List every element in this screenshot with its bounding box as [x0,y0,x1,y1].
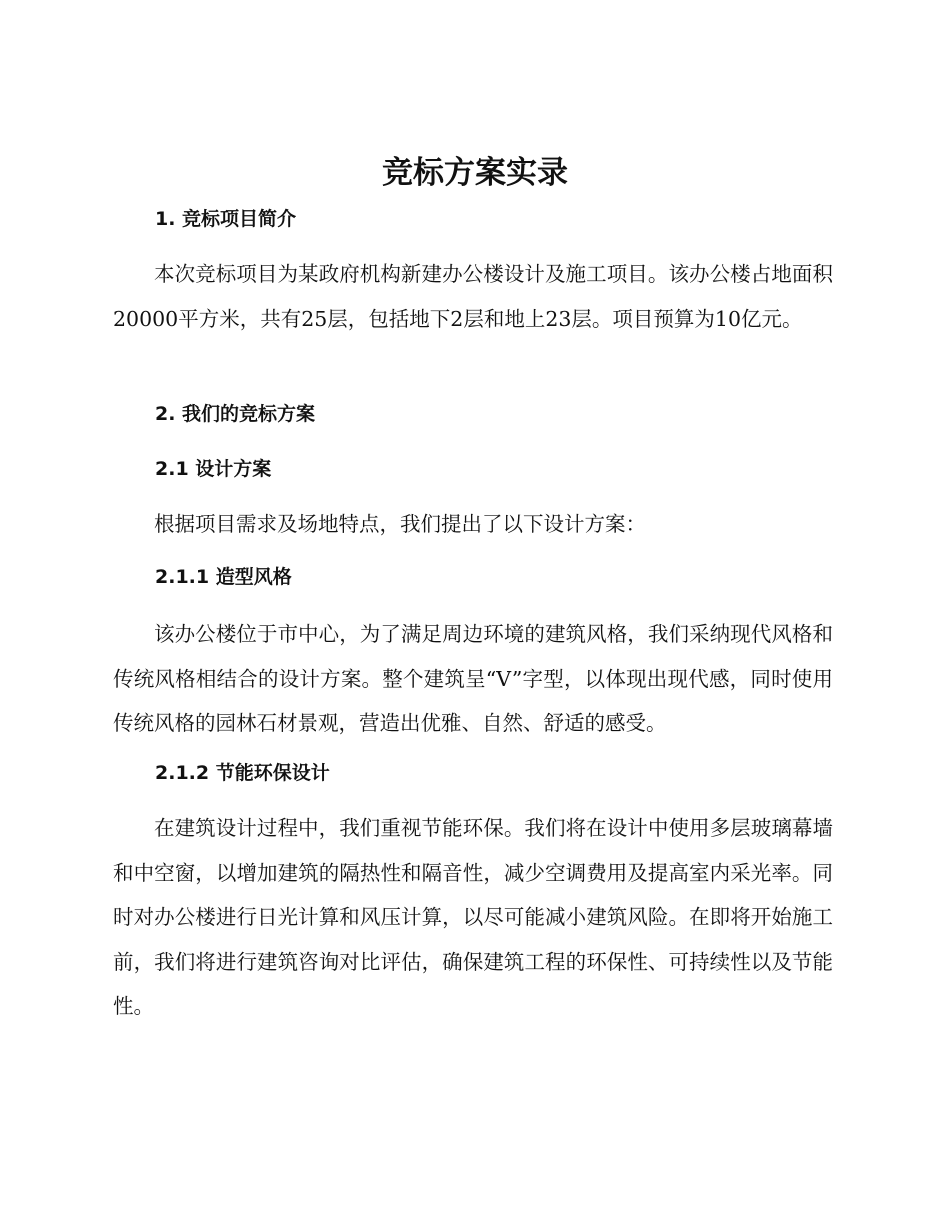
document-title: 竞标方案实录 [382,155,568,191]
section-2-1-1-paragraph: 该办公楼位于市中心，为了满足周边环境的建筑风格，我们采纳现代风格和传统风格相结合的设计方案。整个建筑呈“V”字型，以体现出现代感，同时使用传统风格的园林石材景观，营造出优雅、自然、舒适的感受。 [113,622,833,735]
section-2-heading: 2. 我们的竞标方案 [155,403,316,425]
section-1-paragraph: 本次竞标项目为某政府机构新建办公楼设计及施工项目。该办公楼占地面积20000平方米，共有25层，包括地下2层和地上23层。项目预算为10亿元。 [113,262,833,331]
section-2-1-heading: 2.1 设计方案 [155,458,272,480]
section-2-1-2-heading: 2.1.2 节能环保设计 [155,762,330,784]
section-2-1-paragraph: 根据项目需求及场地特点，我们提出了以下设计方案： [154,512,646,536]
section-2-1-1-heading: 2.1.1 造型风格 [155,566,292,588]
section-1-heading: 1. 竞标项目简介 [155,208,297,230]
section-2-1-2-paragraph: 在建筑设计过程中，我们重视节能环保。我们将在设计中使用多层玻璃幕墙和中空窗，以增加建筑的隔热性和隔音性，减少空调费用及提高室内采光率。同时对办公楼进行日光计算和风压计算，以尽可能减小建筑风险。在即将开始施工前，我们将进行建筑咨询对比评估，确保建筑工程的环保性、可持续性以及节能性。 [113,816,833,1018]
